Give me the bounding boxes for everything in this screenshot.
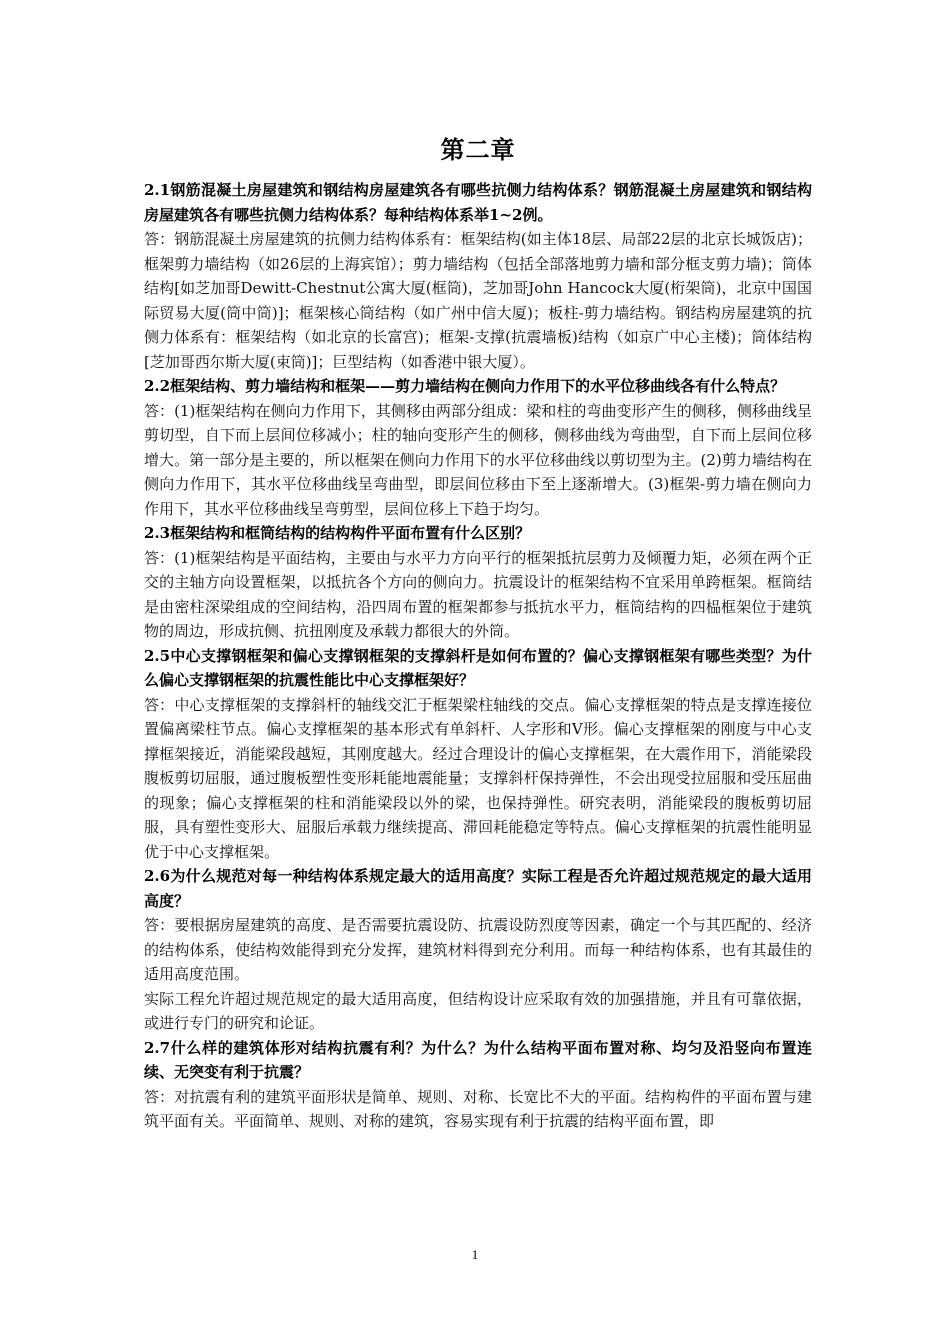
page-number: 1	[471, 1247, 479, 1262]
answer-2-1: 答：钢筋混凝土房屋建筑的抗侧力结构体系有：框架结构(如主体18层、局部22层的北京长城饭店)；框架剪力墙结构（如26层的上海宾馆）；剪力墙结构（包括全部落地剪力墙和部分框支剪力墙)；筒体结构[如芝加哥Dewitt-Chestnut公寓大厦(框筒)，芝加哥John Hancock大厦(桁架筒)，北京中国国际贸易大厦(筒中筒)]；框架核心筒结构（如广州中信大厦)；板柱-剪力墙结构。钢结构房屋建筑的抗侧力体系有：框架结构（如北京的长富宫)；框架-支撑(抗震墙板)结构（如京广中心主楼)；筒体结构[芝加哥西尔斯大厦(束筒)]；巨型结构（如香港中银大厦）。	[144, 230, 812, 371]
question-2-6: 2.6为什么规范对每一种结构体系规定最大的适用高度？实际工程是否允许超过规范规定的最大适用高度？	[144, 867, 812, 910]
section-2-6	[144, 864, 812, 1036]
section-2-5	[144, 644, 812, 865]
question-2-3: 2.3框架结构和框筒结构的结构构件平面布置有什么区别？	[144, 524, 531, 542]
question-2-5: 2.5中心支撑钢框架和偏心支撑钢框架的支撑斜杆是如何布置的？偏心支撑钢框架有哪些类型？为什么偏心支撑钢框架的抗震性能比中心支撑框架好？	[144, 646, 812, 689]
chapter-title: 第二章	[440, 135, 516, 164]
section-2-1	[144, 178, 812, 374]
question-2-7: 2.7什么样的建筑体形对结构抗震有利？为什么？为什么结构平面布置对称、均匀及沿竖向布置连续、无突变有利于抗震？	[144, 1038, 812, 1081]
question-2-2: 2.2框架结构、剪力墙结构和框架——剪力墙结构在侧向力作用下的水平位移曲线各有什么特点？	[144, 377, 786, 395]
answer-2-7: 答：对抗震有利的建筑平面形状是简单、规则、对称、长宽比不大的平面。结构构件的平面布置与建筑平面有关。平面简单、规则、对称的建筑，容易实现有利于抗震的结构平面布置，即	[144, 1087, 812, 1130]
question-2-1: 2.1钢筋混凝土房屋建筑和钢结构房屋建筑各有哪些抗侧力结构体系？钢筋混凝土房屋建筑和钢结构房屋建筑各有哪些抗侧力结构体系？每种结构体系举1~2例。	[144, 181, 812, 224]
section-2-7	[144, 1036, 812, 1134]
page-content	[144, 130, 812, 1134]
answer-2-3: 答：(1)框架结构是平面结构，主要由与水平力方向平行的框架抵抗层剪力及倾覆力矩，必须在两个正交的主轴方向设置框架，以抵抗各个方向的侧向力。抗震设计的框架结构不宜采用单跨框架。框筒结是由密柱深梁组成的空间结构，沿四周布置的框架都参与抵抗水平力，框筒结构的四榀框架位于建筑物的周边，形成抗侧、抗扭刚度及承载力都很大的外筒。	[144, 548, 812, 640]
section-2-2	[144, 374, 812, 521]
answer-2-5: 答：中心支撑框架的支撑斜杆的轴线交汇于框架梁柱轴线的交点。偏心支撑框架的特点是支撑连接位置偏离梁柱节点。偏心支撑框架的基本形式有单斜杆、人字形和V形。偏心支撑框架的刚度与中心支撑框架接近，消能梁段越短，其刚度越大。经过合理设计的偏心支撑框架，在大震作用下，消能梁段腹板剪切屈服，通过腹板塑性变形耗能地震能量；支撑斜杆保持弹性，不会出现受拉屈服和受压屈曲的现象；偏心支撑框架的柱和消能梁段以外的梁，也保持弹性。研究表明，消能梁段的腹板剪切屈服，具有塑性变形大、屈服后承载力继续提高、滞回耗能稳定等特点。偏心支撑框架的抗震性能明显优于中心支撑框架。	[144, 695, 812, 861]
section-2-3	[144, 521, 812, 644]
answer-2-6-part1: 答：要根据房屋建筑的高度、是否需要抗震设防、抗震设防烈度等因素，确定一个与其匹配的、经济的结构体系，使结构效能得到充分发挥，建筑材料得到充分利用。而每一种结构体系，也有其最佳的适用高度范围。	[144, 916, 812, 983]
answer-2-2: 答：(1)框架结构在侧向力作用下，其侧移由两部分组成：梁和柱的弯曲变形产生的侧移，侧移曲线呈剪切型，自下而上层间位移减小；柱的轴向变形产生的侧移，侧移曲线为弯曲型，自下而上层间位移增大。第一部分是主要的，所以框架在侧向力作用下的水平位移曲线以剪切型为主。(2)剪力墙结构在侧向力作用下，其水平位移曲线呈弯曲型，即层间位移由下至上逐渐增大。(3)框架-剪力墙在侧向力作用下，其水平位移曲线呈弯剪型，层间位移上下趋于均匀。	[144, 401, 812, 518]
answer-2-6-part2: 实际工程允许超过规范规定的最大适用高度，但结构设计应采取有效的加强措施，并且有可靠依据，或进行专门的研究和论证。	[144, 989, 812, 1032]
